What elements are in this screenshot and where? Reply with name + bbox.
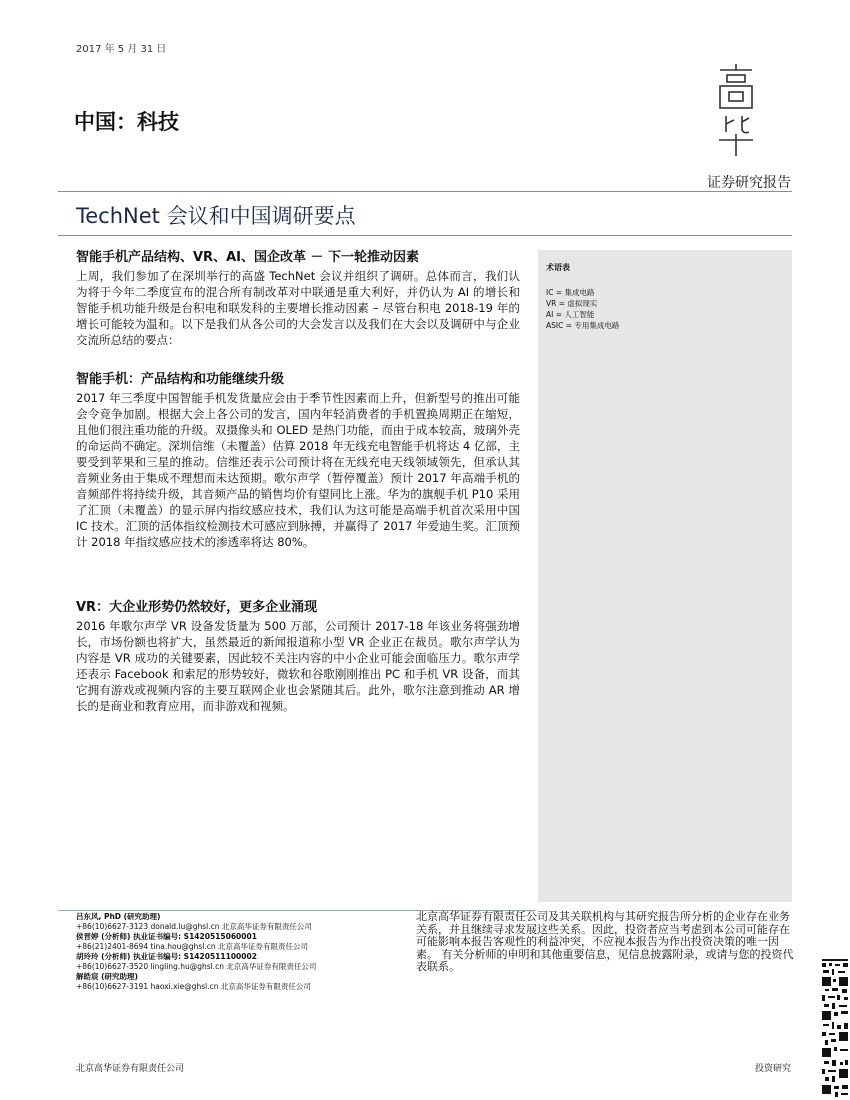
analyst-name: 吕东风, PhD (研究助理) — [76, 912, 161, 921]
section-vr — [76, 600, 520, 714]
qr-code-icon — [820, 955, 850, 1100]
glossary-sidebar — [538, 250, 792, 902]
analyst-contact: +86(21)2401-8694 tina.hou@ghsl.cn 北京高华证券有限责任公司 — [76, 942, 308, 951]
analyst-name: 胡玲玲 (分析师) 执业证书编号: S1420511100002 — [76, 952, 257, 961]
section-body: 2016 年歌尔声学 VR 设备发货量为 500 万部，公司预计 2017-18 年该业务将强劲增长，市场份额也将扩大，虽然最近的新闻报道称小型 VR 企业正在裁员。歌尔声学认为内容是 VR 成功的关键要素，因此较不关注内容的中小企业可能会面临压力。歌尔声学还表示 Facebook 和索尼的形势较好，微软和谷歌刚刚推出 PC 和手机 VR 设备，而其它拥有游戏或视频内容的主要互联网企业也会紧随其后。此外，歌尔注意到推动 AR 增长的是商业和教育应用，而非游戏和视频。 — [76, 619, 520, 713]
section-heading: VR：大企业形势仍然较好，更多企业涌现 — [76, 600, 318, 615]
report-type-label: 证券研究报告 — [707, 175, 791, 191]
analyst-contact: +86(10)6627-3123 donald.lu@ghsl.cn 北京高华证券有限责任公司 — [76, 922, 312, 931]
section-heading: 智能手机：产品结构和功能继续升级 — [76, 372, 285, 387]
analyst-name: 侯晋婷 (分析师) 执业证书编号: S1420515060001 — [76, 932, 257, 941]
gaohua-logo-icon — [716, 62, 756, 158]
glossary-item: VR = 虚拟现实 — [546, 299, 598, 308]
section-heading: 智能手机产品结构、VR、AI、国企改革 － 下一轮推动因素 — [76, 250, 420, 265]
glossary-title: 术语表 — [546, 263, 570, 272]
glossary-item: IC = 集成电路 — [546, 288, 595, 297]
title-divider — [58, 235, 792, 236]
report-date: 2017 年 5 月 31 日 — [76, 44, 167, 55]
section-body: 上周，我们参加了在深圳举行的高盛 TechNet 会议并组织了调研。总体而言，我们认为将于今年二季度宣布的混合所有制改革对中联通是重大利好，并仍认为 AI 的增长和智能手机功能升级是台积电和联发科的主要增长推动因素 – 尽管台积电 2018-19 年的增长可能较为温和。以下是我们从各公司的大会发言以及我们在大会以及调研中与企业交流所总结的要点： — [76, 269, 520, 347]
section-body: 2017 年三季度中国智能手机发货量应会由于季节性因素而上升，但新型号的推出可能会令竞争加剧。根据大会上各公司的发言，国内年轻消费者的手机置换周期正在缩短，且他们很注重功能的升级。双摄像头和 OLED 是热门功能，而由于成本较高，玻璃外壳的命运尚不确定。深圳信维（未覆盖）估算 2018 年无线充电智能手机将达 4 亿部，主要受到苹果和三星的推动。信维还表示公司预计将在无线充电天线领域领先，但承认其音频业务由于集成不理想而未达预期。歌尔声学（暂停覆盖）预计 2017 年高端手机的音频部件将持续升级，其音频产品的销售均价有望同比上涨。华为的旗舰手机 P10 采用了汇顶（未覆盖）的显示屏内指纹感应技术，我们认为这可能是高端手机首次采用中国 IC 技术。汇顶的活体指纹检测技术可感应到脉搏，并赢得了 2017 年爱迪生奖。汇顶预计 2018 年指纹感应技术的渗透率将达 80%。 — [76, 391, 520, 549]
section-smartphone — [76, 372, 520, 550]
analyst-name: 解皓宸 (研究助理) — [76, 972, 138, 981]
disclaimer-text: 北京高华证券有限责任公司及其关联机构与其研究报告所分析的企业存在业务关系，并且继续寻求发展这些关系。因此，投资者应当考虑到本公司可能存在可能影响本报告客观性的利益冲突，不应视本报告为作出投资决策的唯一因素。 有关分析师的申明和其他重要信息，见信息披露附录，或请与您的投资代表联系。 — [416, 910, 794, 973]
glossary-item: AI = 人工智能 — [546, 310, 595, 319]
region-heading: 中国：科技 — [74, 110, 179, 134]
section-overview — [76, 250, 520, 348]
analyst-contact: +86(10)6627-3520 lingling.hu@ghsl.cn 北京高华证券有限责任公司 — [76, 962, 317, 971]
header-divider — [58, 191, 792, 192]
analyst-list — [76, 912, 416, 992]
footer-company: 北京高华证券有限责任公司 — [76, 1064, 185, 1074]
analyst-contact: +86(10)6627-3191 haoxi.xie@ghsl.cn 北京高华证券有限责任公司 — [76, 982, 311, 991]
glossary-item: ASIC = 专用集成电路 — [546, 321, 620, 330]
footer-section: 投资研究 — [754, 1064, 791, 1074]
report-title: TechNet 会议和中国调研要点 — [76, 204, 356, 228]
